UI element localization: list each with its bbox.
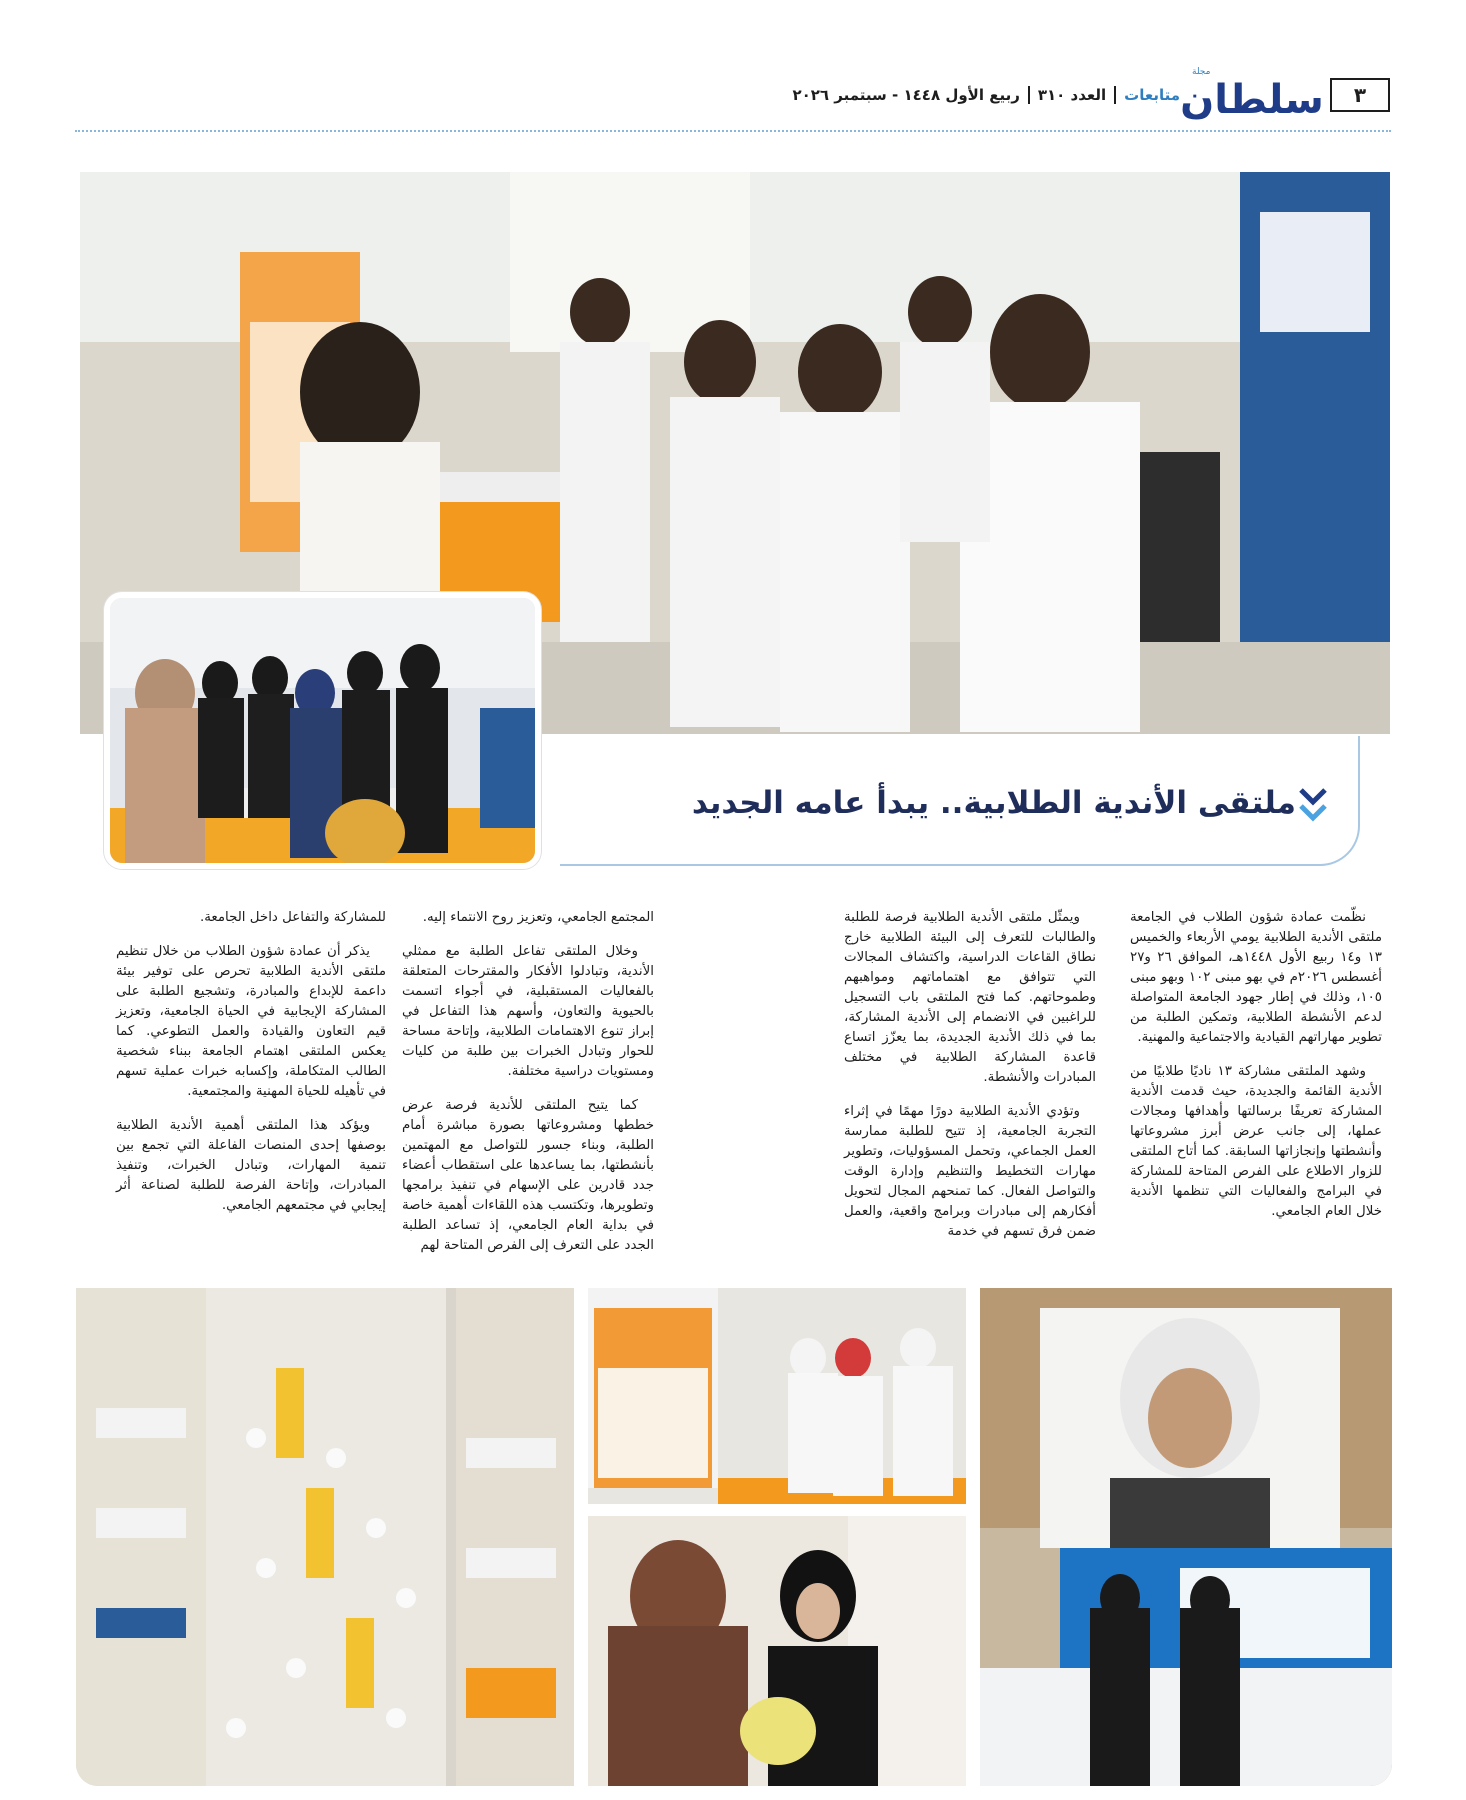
inset-photo <box>104 592 541 869</box>
paragraph: وتؤدي الأندية الطلابية دورًا مهمًا في إثراء التجربة الجامعية، إذ تتيح للطلبة ممارسة العمل الجماعي، وتحمل المسؤوليات، وتطوير مهارات التخطيط والتنظيم وإدارة الوقت والتواصل الفعال. كما تمنحهم المجال لتحويل أفكارهم إلى مبادرات وبرامج واقعية، والعمل ضمن فرق تسهم في خدمة <box>844 1104 1096 1239</box>
logo-text: سلطان <box>1180 77 1324 123</box>
paragraph: وخلال الملتقى تفاعل الطلبة مع ممثلي الأندية، وتبادلوا الأفكار والمقترحات المتعلقة بالفعاليات المستقبلية، في أجواء اتسمت بالحيوية والتعاون، وأسهم هذا التفاعل في إبراز تنوع الاهتمامات الطلابية، وإتاحة مساحة للحوار وتبادل الخبرات بين طلبة من كليات ومستويات دراسية مختلفة. <box>402 944 654 1079</box>
photo-female-students <box>588 1516 966 1786</box>
paragraph: يذكر أن عمادة شؤون الطلاب من خلال تنظيم ملتقى الأندية الطلابية تحرص على توفير بيئة داعمة للإبداع والمبادرة، وتشجيع الطلبة على المشاركة الإيجابية في الحياة الجامعية، وتعزيز قيم التعاون والقيادة والعمل التطوعي. كما يعكس الملتقى اهتمام الجامعة ببناء شخصية الطالب المتكاملة، وإكسابه خبرات عملية تسهم في تأهيله للحياة المهنية والمجتمعية. <box>116 944 386 1099</box>
section-label: متابعات <box>1124 86 1180 104</box>
chevron-down-icon <box>1296 784 1330 828</box>
paragraph: نظّمت عمادة شؤون الطلاب في الجامعة ملتقى الأندية الطلابية يومي الأربعاء والخميس ١٣ و١٤ ربيع الأول ١٤٤٨هـ، الموافق ٢٦ و٢٧ أغسطس ٢٠٢٦م في بهو مبنى ١٠٢ وبهو مبنى ١٠٥، وذلك في إطار جهود الجامعة المتواصلة لدعم الأنشطة الطلابية، وتمكين الطلبة من تطوير مهاراتهم القيادية والاجتماعية والمهنية. <box>1130 910 1382 1045</box>
header-meta <box>760 82 1180 108</box>
photo-portrait-and-reception <box>980 1288 1392 1786</box>
magazine-logo <box>1180 67 1324 123</box>
header-divider <box>1114 86 1116 104</box>
paragraph: ويمثّل ملتقى الأندية الطلابية فرصة للطلبة والطالبات للتعرف إلى البيئة الطلابية خارج نطاق القاعات الدراسية، واكتشاف المجالات التي تتوافق مع اهتماماتهم ومواهبهم وطموحاتهم. كما فتح الملتقى باب التسجيل للراغبين في الانضمام إلى الأندية المشاركة، بما في ذلك الأندية الجديدة، بما يعزّز اتساع قاعدة المشاركة الطلابية في مختلف المبادرات والأنشطة. <box>844 910 1096 1085</box>
article-column-2 <box>844 908 1096 1268</box>
page-number-text: ٣ <box>1353 83 1367 107</box>
issue-label: العدد ٣١٠ <box>1037 86 1107 104</box>
photo-poster-stand <box>588 1288 966 1504</box>
article-title: ملتقى الأندية الطلابية.. يبدأ عامه الجديد <box>691 785 1296 821</box>
paragraph: للمشاركة والتفاعل داخل الجامعة. <box>199 910 386 925</box>
paragraph: ويؤكد هذا الملتقى أهمية الأندية الطلابية بوصفها إحدى المنصات الفاعلة التي تجمع بين تنمية المهارات، وتبادل الخبرات، وتنفيذ المبادرات، وإتاحة الفرصة للطلبة لصناعة أثر إيجابي في مجتمعهم الجامعي. <box>116 1118 386 1213</box>
photo-overhead-fair <box>76 1288 574 1786</box>
paragraph: المجتمع الجامعي، وتعزيز روح الانتماء إليه. <box>422 910 654 925</box>
header-rule <box>75 130 1391 132</box>
paragraph: وشهد الملتقى مشاركة ١٣ ناديًا طلابيًا من الأندية القائمة والجديدة، حيث قدمت الأندية المشاركة تعريفًا برسالتها وأهدافها ومجالات عملها، إلى جانب عرض أبرز مشروعاتها وأنشطتها وإنجازاتها السابقة. كما أتاح الملتقى للزوار الاطلاع على الفرص المتاحة للمشاركة في البرامج والفعاليات التي تنظمها الأندية خلال العام الجامعي. <box>1130 1064 1382 1219</box>
paragraph: كما يتيح الملتقى للأندية فرصة عرض خططها ومشروعاتها بصورة مباشرة أمام الطلبة، وبناء جسور للتواصل مع المهتمين بأنشطتها، بما يساعدها على استقطاب أعضاء جدد قادرين على الإسهام في تنفيذ برامجها وتطويرها، وتكتسب هذه اللقاءات أهمية خاصة في بداية العام الجامعي، إذ تساعد الطلبة الجدد على التعرف إلى الفرص المتاحة لهم <box>402 1098 654 1253</box>
article-column-1 <box>1130 908 1382 1268</box>
header-divider <box>1028 86 1030 104</box>
page-number <box>1330 78 1390 112</box>
logo-superscript: مجلة <box>1192 67 1211 77</box>
date-label: ربيع الأول ١٤٤٨ - سبتمبر ٢٠٢٦ <box>792 86 1020 104</box>
article-column-4 <box>116 908 386 1268</box>
article-column-3 <box>402 908 654 1268</box>
